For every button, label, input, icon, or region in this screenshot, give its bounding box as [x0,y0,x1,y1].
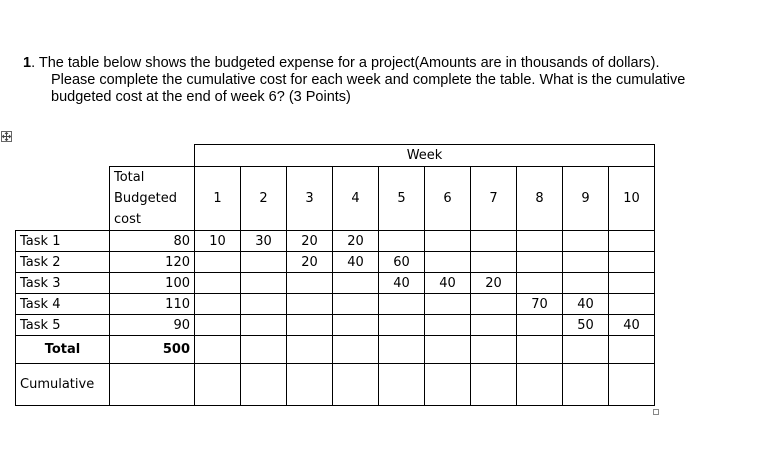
table-row [16,294,655,315]
week-cell [287,294,333,315]
cumulative-label: Cumulative [16,364,110,406]
question-line-1: . The table below shows the budgeted expense for a project(Amounts are in thousands of dollars). [31,55,660,71]
table-row [16,231,655,252]
week-cell: 40 [379,273,425,294]
cumulative-week-cell [609,364,655,406]
week-cell [563,231,609,252]
question-text [23,55,753,106]
week-3-header: 3 [287,167,333,231]
week-5-header: 5 [379,167,425,231]
week-cell [471,252,517,273]
week-cell [379,315,425,336]
total-week-cell [471,336,517,364]
week-cell [241,252,287,273]
task-name: Task 2 [16,252,110,273]
cumulative-week-cell [471,364,517,406]
task-name: Task 3 [16,273,110,294]
week-cell: 60 [379,252,425,273]
cumulative-week-cell [195,364,241,406]
total-week-cell [517,336,563,364]
week-cell: 20 [287,252,333,273]
cumulative-week-cell [333,364,379,406]
week-cell [609,273,655,294]
week-cell [379,294,425,315]
week-cell [241,315,287,336]
week-cell [287,315,333,336]
week-cell [563,252,609,273]
task-name: Task 1 [16,231,110,252]
week-cell [195,294,241,315]
week-cell [517,231,563,252]
question-line-3: budgeted cost at the end of week 6? (3 Points) [51,89,351,105]
week-cell: 20 [471,273,517,294]
week-cell [563,273,609,294]
week-cell [195,315,241,336]
week-cell [195,252,241,273]
task-name: Task 4 [16,294,110,315]
week-cell [425,294,471,315]
task-total: 110 [110,294,195,315]
total-week-cell [333,336,379,364]
week-cell [241,273,287,294]
cumulative-week-cell [425,364,471,406]
week-cell [333,294,379,315]
week-cell: 40 [333,252,379,273]
week-cell [609,231,655,252]
week-header: Week [195,145,655,167]
table-resize-handle[interactable] [653,409,659,415]
week-cell: 40 [609,315,655,336]
week-cell: 30 [241,231,287,252]
week-cell [425,231,471,252]
total-week-cell [241,336,287,364]
task-total: 120 [110,252,195,273]
total-row [16,336,655,364]
week-1-header: 1 [195,167,241,231]
week-cell: 40 [563,294,609,315]
cumulative-week-cell [517,364,563,406]
total-week-cell [609,336,655,364]
total-week-cell [379,336,425,364]
week-cell [609,252,655,273]
total-week-cell [287,336,333,364]
question-number: 1 [23,55,32,71]
task-name: Task 5 [16,315,110,336]
week-cell: 70 [517,294,563,315]
table-row [16,252,655,273]
total-week-cell [425,336,471,364]
week-cell [517,315,563,336]
week-cell: 20 [287,231,333,252]
total-budgeted-cost-header: Total Budgeted cost [110,167,195,231]
week-cell [333,315,379,336]
task-total: 90 [110,315,195,336]
week-9-header: 9 [563,167,609,231]
cumulative-week-cell [287,364,333,406]
week-cell [517,252,563,273]
week-cell [241,294,287,315]
table-move-handle[interactable] [1,131,12,142]
budget-table [15,144,655,406]
week-7-header: 7 [471,167,517,231]
week-8-header: 8 [517,167,563,231]
week-10-header: 10 [609,167,655,231]
week-cell [333,273,379,294]
total-week-cell [195,336,241,364]
week-cell [471,231,517,252]
week-4-header: 4 [333,167,379,231]
cumulative-week-cell [379,364,425,406]
week-cell [517,273,563,294]
week-cell [425,315,471,336]
cumulative-week-cell [241,364,287,406]
week-6-header: 6 [425,167,471,231]
week-cell: 40 [425,273,471,294]
table-row [16,273,655,294]
week-cell [287,273,333,294]
week-cell: 20 [333,231,379,252]
cumulative-week-cell [563,364,609,406]
cumulative-row [16,364,655,406]
week-cell [471,315,517,336]
week-cell: 10 [195,231,241,252]
week-2-header: 2 [241,167,287,231]
cumulative-total-cell [110,364,195,406]
week-cell [379,231,425,252]
week-cell [471,294,517,315]
week-cell: 50 [563,315,609,336]
week-cell [609,294,655,315]
task-total: 80 [110,231,195,252]
total-week-cell [563,336,609,364]
table-row [16,315,655,336]
move-arrows-icon [2,132,11,141]
week-cell [195,273,241,294]
question-line-2: Please complete the cumulative cost for each week and complete the table. What is the cumulative [51,72,686,88]
total-label: Total [16,336,110,364]
task-total: 100 [110,273,195,294]
week-cell [425,252,471,273]
total-value: 500 [110,336,195,364]
